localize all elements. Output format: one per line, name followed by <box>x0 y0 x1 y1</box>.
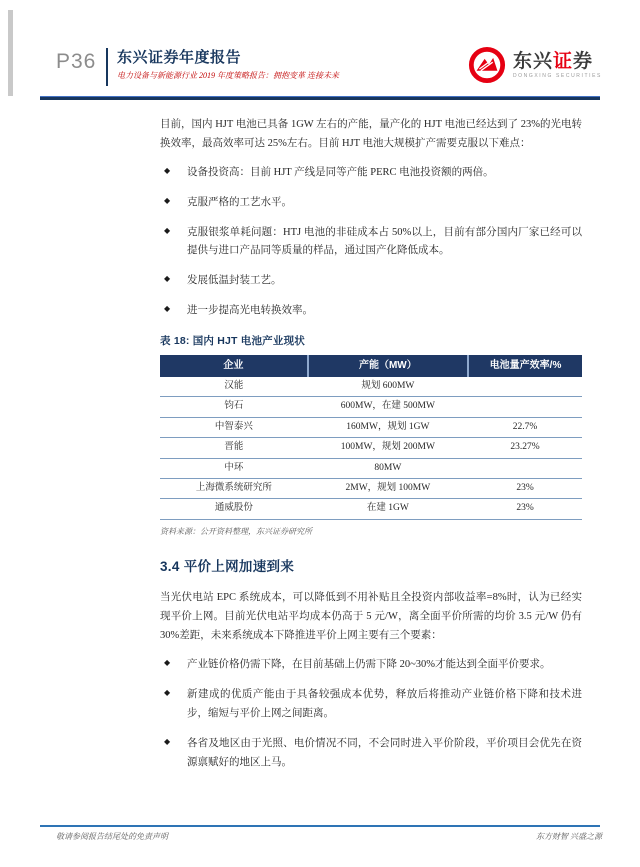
table-cell-efficiency: 23% <box>468 499 582 519</box>
bullet-diamond-icon: ◆ <box>164 274 171 284</box>
table-cell-efficiency <box>468 458 582 478</box>
table-header-cell: 企业 <box>160 355 308 377</box>
table-source-note: 资料来源：公开资料整理，东兴证券研究所 <box>160 526 312 536</box>
grid-parity-list <box>160 656 582 772</box>
page-header <box>0 44 640 94</box>
report-title: 东兴证券年度报告 <box>117 49 242 66</box>
footer-slogan: 东方财智 兴盛之源 <box>536 832 602 841</box>
table-cell-efficiency <box>468 377 582 397</box>
bullet-item <box>160 164 582 183</box>
table-cell-capacity: 100MW，规划 200MW <box>308 438 468 458</box>
bullet-text: 克服严格的工艺水平。 <box>187 196 292 208</box>
table-row <box>160 397 582 417</box>
table-row <box>160 478 582 498</box>
table-cell-efficiency: 22.7% <box>468 417 582 437</box>
bullet-item <box>160 735 582 773</box>
bullet-diamond-icon: ◆ <box>164 658 171 668</box>
table-cell-company: 钧石 <box>160 397 308 417</box>
bullet-item <box>160 194 582 213</box>
intro-paragraph: 目前，国内 HJT 电池已具备 1GW 左右的产能，量产化的 HJT 电池已经达到了 23%的光电转换效率，最高效率可达 25%左右。目前 HJT 电池大规模扩产需要克服以下难点： <box>160 119 582 149</box>
bullet-item <box>160 656 582 675</box>
table-cell-capacity: 规划 600MW <box>308 377 468 397</box>
table-row <box>160 458 582 478</box>
logo-company-name-en: DONGXING SECURITIES <box>512 72 602 79</box>
hjt-difficulty-list <box>160 164 582 321</box>
table-header-cell: 产能（MW） <box>308 355 468 377</box>
table-cell-capacity: 600MW，在建 500MW <box>308 397 468 417</box>
table-header-row <box>160 355 582 377</box>
bullet-text: 发展低温封装工艺。 <box>187 275 282 287</box>
bullet-diamond-icon: ◆ <box>164 736 171 746</box>
header-titles <box>117 46 339 81</box>
logo-company-name: 东兴证券 <box>512 50 594 72</box>
company-logo <box>468 46 602 84</box>
table-cell-company: 中环 <box>160 458 308 478</box>
bullet-text: 新建成的优质产能由于具备较强成本优势，释放后将推动产业链价格下降和技术进步，缩短与平价上网之间距离。 <box>187 689 582 719</box>
table-cell-company: 晋能 <box>160 438 308 458</box>
table-row <box>160 438 582 458</box>
table-cell-company: 通威股份 <box>160 499 308 519</box>
table-cell-efficiency: 23.27% <box>468 438 582 458</box>
bullet-text: 进一步提高光电转换效率。 <box>187 305 313 317</box>
table-row <box>160 499 582 519</box>
bullet-text: 设备投资高：目前 HJT 产线是同等产能 PERC 电池投资额的两倍。 <box>187 166 494 178</box>
header-rule <box>40 96 600 100</box>
table-body <box>160 377 582 519</box>
bullet-text: 产业链价格仍需下降，在目前基础上仍需下降 20~30%才能达到全面平价要求。 <box>187 659 551 671</box>
footer-disclaimer: 敬请参阅报告结尾处的免责声明 <box>56 832 168 841</box>
bullet-diamond-icon: ◆ <box>164 195 171 205</box>
table-cell-capacity: 在建 1GW <box>308 499 468 519</box>
table-row <box>160 417 582 437</box>
table-title: 表 18: 国内 HJT 电池产业现状 <box>160 335 305 348</box>
table-cell-company: 上海微系统研究所 <box>160 478 308 498</box>
header-divider <box>106 48 108 86</box>
bullet-diamond-icon: ◆ <box>164 688 171 697</box>
logo-text <box>513 52 602 79</box>
table-header-cell: 电池量产效率/% <box>468 355 582 377</box>
bullet-diamond-icon: ◆ <box>164 225 171 235</box>
hjt-industry-table <box>160 355 582 520</box>
bullet-item <box>160 302 582 321</box>
table-cell-company: 中智泰兴 <box>160 417 308 437</box>
table-cell-capacity: 160MW，规划 1GW <box>308 417 468 437</box>
table-cell-capacity: 80MW <box>308 458 468 478</box>
dongxing-logo-icon <box>468 46 506 84</box>
bullet-item <box>160 224 582 262</box>
page-number: P36 <box>56 50 97 73</box>
bullet-text: 克服银浆单耗问题：HTJ 电池的非硅成本占 50%以上，目前有部分国内厂家已经可以提供与进口产品同等质量的样品，通过国产化降低成本。 <box>187 226 582 257</box>
table-cell-efficiency <box>468 397 582 417</box>
table-cell-capacity: 2MW，规划 100MW <box>308 478 468 498</box>
section-paragraph: 当光伏电站 EPC 系统成本，可以降低到不用补贴且全投资内部收益率=8%时，认为已经实现平价上网。目前光伏电站平均成本仍高于 5 元/W，离全面平价所需的均价 3.5 元/W 仍有 30%差距，未来系统成本下降推进平价上网主要有三个要素： <box>160 592 582 642</box>
table-row <box>160 377 582 397</box>
report-subtitle: 电力设备与新能源行业 2019 年度策略报告：拥抱变革 连接未来 <box>117 71 339 80</box>
bullet-item <box>160 686 582 724</box>
footer-rule <box>40 825 600 827</box>
bullet-item <box>160 272 582 291</box>
content-column <box>160 116 582 784</box>
table-cell-company: 汉能 <box>160 377 308 397</box>
table-18-block <box>160 332 582 539</box>
bullet-diamond-icon: ◆ <box>164 165 171 175</box>
bullet-diamond-icon: ◆ <box>164 304 171 314</box>
table-cell-efficiency: 23% <box>468 478 582 498</box>
bullet-text: 各省及地区由于光照、电价情况不同，不会同时进入平价阶段，平价项目会优先在资源禀赋好的地区上马。 <box>187 737 582 768</box>
section-heading-3-4: 3.4 平价上网加速到来 <box>160 559 295 575</box>
